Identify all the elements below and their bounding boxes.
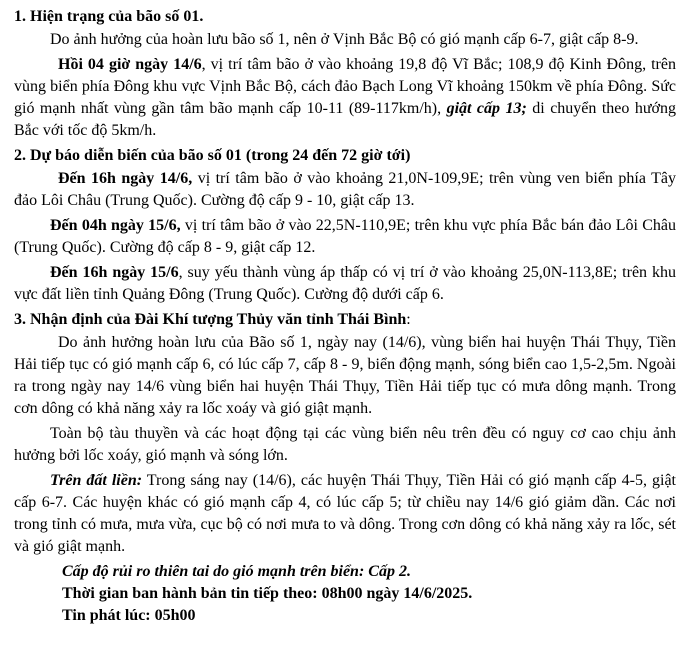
section1-heading: 1. Hiện trạng của bão số 01. <box>14 8 204 25</box>
section3-paragraph-1: Do ảnh hưởng hoàn lưu của Bão số 1, ngày nay (14/6), vùng biển hai huyện Thái Thụy, Tiền Hải tiếp tục có gió mạnh cấp 6, có lúc cấp 7, cấp 8 - 9, biển động mạnh, sóng biển cao 1,5-2,5m. Ngoài ra trong ngày nay 14/6 vùng biển hai huyện Thái Thụy, Tiền Hải tiếp tục có mưa dông mạnh. Trong cơn dông có khả năng xảy ra lốc xoáy và gió giật mạnh. <box>14 334 676 417</box>
forecast-item: Đến 16h ngày 15/6, suy yếu thành vùng áp thấp có vị trí ở vào khoảng 25,0N-113,8E; trên khu vực đất liền tỉnh Quảng Đông (Trung Quốc). Cường độ dưới cấp 6. <box>14 264 676 303</box>
land-lead: Trên đất liền: <box>50 472 143 489</box>
next-bulletin-time: Thời gian ban hành bản tin tiếp theo: 08h00 ngày 14/6/2025. <box>62 585 473 602</box>
time-lead: Hồi 04 giờ ngày 14/6 <box>58 56 202 73</box>
forecast-item: Đến 16h ngày 14/6, vị trí tâm bão ở vào khoảng 21,0N-109,9E; trên vùng ven biển phía Tây đảo Lôi Châu (Trung Quốc). Cường độ cấp 9 - 10, giật cấp 13. <box>14 170 676 209</box>
section3-paragraph-3: Trên đất liền: Trong sáng nay (14/6), các huyện Thái Thụy, Tiền Hải có gió mạnh cấp 4-5, giật cấp 6-7. Các huyện khác có gió mạnh cấp 4, có lúc cấp 5; từ chiều nay 14/6 gió giảm dần. Các nơi trong tỉnh có mưa, mưa vừa, cục bộ có nơi mưa to và dông. Trong cơn dông có khả năng xảy ra lốc, sét và gió giật mạnh. <box>14 472 676 555</box>
section1-paragraph-1: Do ảnh hưởng của hoàn lưu bão số 1, nên ở Vịnh Bắc Bộ có gió mạnh cấp 6-7, giật cấp 8-9. <box>50 31 639 48</box>
gust-level: giật cấp 13; <box>446 100 527 117</box>
section3-heading: 3. Nhận định của Đài Khí tượng Thủy văn tỉnh Thái Bình: <box>14 311 411 328</box>
forecast-item: Đến 04h ngày 15/6, vị trí tâm bão ở vào 22,5N-110,9E; trên khu vực phía Bắc bán đảo Lôi Châu (Trung Quốc). Cường độ cấp 8 - 9, giật cấp 12. <box>14 217 677 256</box>
issued-time: Tin phát lúc: 05h00 <box>62 607 196 624</box>
section1-paragraph-2: Hồi 04 giờ ngày 14/6, vị trí tâm bão ở vào khoảng 19,8 độ Vĩ Bắc; 108,9 độ Kinh Đông, trên vùng biển phía Đông khu vực Vịnh Bắc Bộ, cách đảo Bạch Long Vĩ khoảng 150km về phía Đông. Sức gió mạnh nhất vùng gần tâm bão mạnh cấp 10-11 (89-117km/h), giật cấp 13; di chuyển theo hướng Bắc với tốc độ 5km/h. <box>14 56 677 139</box>
section2-heading: 2. Dự báo diễn biến của bão số 01 (trong 24 đến 72 giờ tới) <box>14 147 411 164</box>
section3-paragraph-2: Toàn bộ tàu thuyền và các hoạt động tại các vùng biển nêu trên đều có nguy cơ cao chịu ảnh hưởng bởi lốc xoáy, gió mạnh và sóng lớn. <box>14 425 676 464</box>
risk-level: Cấp độ rủi ro thiên tai do gió mạnh trên biển: Cấp 2. <box>62 563 411 580</box>
